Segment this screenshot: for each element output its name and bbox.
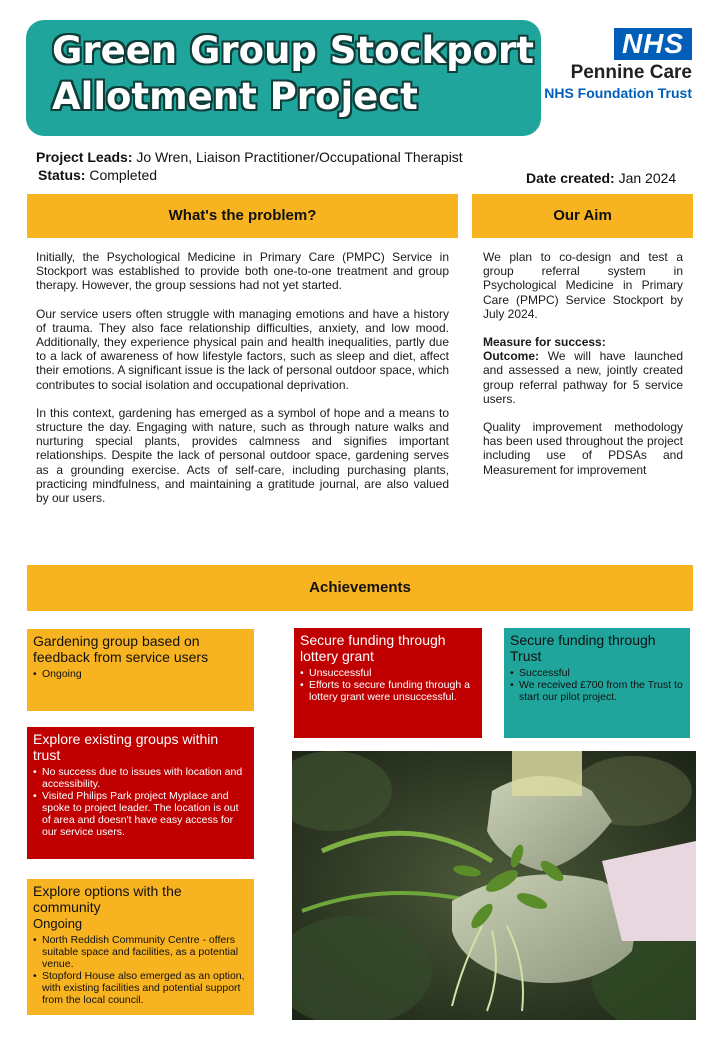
title-line-2: Allotment Project — [52, 75, 418, 118]
leads-value: Jo Wren, Liaison Practitioner/Occupational Therapist — [136, 149, 463, 165]
list-item: • No success due to issues with location and accessibility. — [40, 766, 248, 790]
box-list — [33, 934, 248, 1006]
date-label: Date created: — [526, 170, 615, 186]
outcome-text: We will have launched and assessed a new, jointly created group referral pathway for 5 service users. — [483, 349, 683, 406]
leads-label: Project Leads: — [36, 149, 133, 165]
trust-name: Pennine Care — [570, 62, 692, 83]
achievement-existing-groups — [27, 727, 254, 859]
achievement-lottery-grant — [294, 628, 482, 738]
box-title: Secure funding through lottery grant — [300, 632, 446, 664]
nhs-logo: NHS — [614, 28, 692, 60]
gloves-weeds-illustration — [292, 751, 696, 1020]
trust-subtitle: NHS Foundation Trust — [544, 85, 692, 101]
list-item: • North Reddish Community Centre - offers suitable space and facilities, as a potential venue. — [40, 934, 248, 970]
box-title: Explore options with the community — [33, 883, 182, 915]
box-title: Gardening group based on feedback from service users — [33, 633, 209, 665]
problem-heading: What's the problem? — [27, 194, 458, 238]
list-item: • Stopford House also emerged as an option, with existing facilities and potential support from the local council. — [40, 970, 248, 1006]
status-label: Status: — [38, 167, 86, 183]
list-item: • Visited Philips Park project Myplace and spoke to project leader. The location is out of area and doesn't have easy access for our service users. — [40, 790, 248, 838]
achievements-heading: Achievements — [27, 565, 693, 611]
date-created — [526, 169, 676, 187]
measure-label-wrap — [483, 335, 683, 349]
list-item: • Unsuccessful — [307, 667, 476, 679]
box-list — [510, 667, 684, 703]
box-list — [300, 667, 476, 703]
project-status — [38, 166, 157, 184]
list-item: • We received £700 from the Trust to start our pilot project. — [517, 679, 684, 703]
aim-qi-text: Quality improvement methodology has been used throughout the project including use of PDSAs and Measurement for improvement — [483, 420, 683, 477]
list-item: • Ongoing — [40, 668, 248, 680]
list-item: • Efforts to secure funding through a lottery grant were unsuccessful. — [307, 679, 476, 703]
problem-paragraph-1: Initially, the Psychological Medicine in Primary Care (PMPC) Service in Stockport was established to provide both one-to-one treatment and group therapy. However, the group sessions had not yet started. — [36, 250, 449, 293]
achievement-gardening-group — [27, 629, 254, 711]
problem-text — [36, 250, 449, 519]
achievement-community-options — [27, 879, 254, 1015]
status-value: Completed — [89, 167, 158, 183]
outcome-label: Outcome: — [483, 349, 540, 364]
list-item: • Successful — [517, 667, 684, 679]
gardening-photo — [292, 751, 696, 1020]
box-list — [33, 668, 248, 680]
problem-paragraph-2: Our service users often struggle with managing emotions and have a history of trauma. They also face relationship difficulties, anxiety, and low mood. Additionally, they experience physical pain and health inequalities, partly due to a lack of awareness of how lifestyle factors, such as sleep and diet, affect their emotions. A significant issue is the lack of personal outdoor space, which contributes to social isolation and occupational deprivation. — [36, 306, 449, 392]
aim-intro: We plan to co-design and test a group referral system in Psychological Medicine in Primary Care (PMPC) Service Stockport by July 2024. — [483, 250, 683, 321]
title-banner — [26, 20, 541, 136]
problem-paragraph-3: In this context, gardening has emerged as a symbol of hope and a means to structure the day. Engaging with nature, such as through nature walks and nurturing special plants, provides calmness and signifies important relationships. Despite the lack of personal outdoor space, gardening serves as a grounding exercise. Acts of self-care, including purchasing plants, practicing mindfulness, and maintaining a gratitude journal, are also valued by our users. — [36, 405, 449, 506]
title-line-1: Green Group Stockport — [52, 29, 534, 72]
box-status: Ongoing — [33, 916, 83, 931]
box-list — [33, 766, 248, 838]
aim-heading: Our Aim — [472, 194, 693, 238]
date-value: Jan 2024 — [618, 170, 677, 186]
achievement-trust-funding — [504, 628, 690, 738]
box-title: Secure funding through Trust — [510, 632, 656, 664]
box-title: Explore existing groups within trust — [33, 731, 219, 763]
project-leads — [36, 148, 463, 166]
aim-text — [483, 250, 683, 491]
measure-label: Measure for success: — [483, 335, 606, 350]
aim-outcome — [483, 349, 683, 406]
